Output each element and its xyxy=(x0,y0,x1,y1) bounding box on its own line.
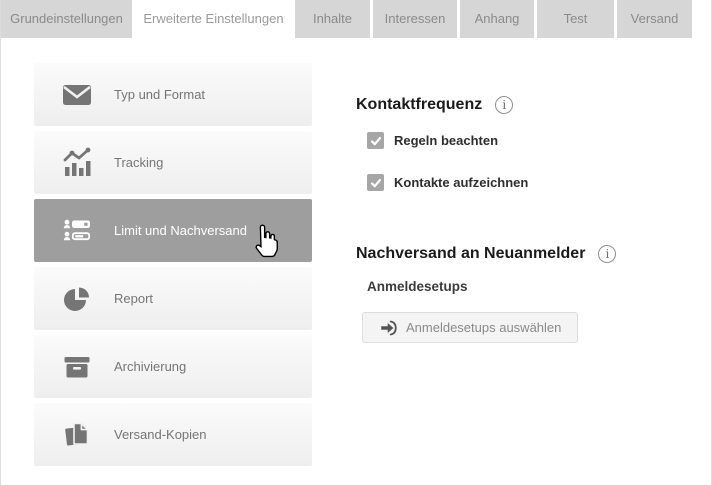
sidebar-item-report[interactable] xyxy=(34,267,312,330)
checkbox-checked[interactable] xyxy=(367,132,384,149)
checkbox-row-regeln-beachten xyxy=(367,132,498,149)
checkbox-checked[interactable] xyxy=(367,174,384,191)
sidebar-item-label: Typ und Format xyxy=(114,87,206,102)
archive-box-icon xyxy=(61,351,93,383)
user-limit-icon xyxy=(61,215,93,247)
copies-icon xyxy=(61,419,93,451)
sidebar-item-tracking[interactable] xyxy=(34,131,312,194)
tab-test[interactable]: Test xyxy=(537,0,614,38)
sidebar-item-label: Report xyxy=(114,291,154,306)
sidebar-item-archivierung[interactable] xyxy=(34,335,312,398)
sidebar-item-label: Versand-Kopien xyxy=(114,427,207,442)
tab-interessen[interactable]: Interessen xyxy=(373,0,457,38)
tab-anhang[interactable]: Anhang xyxy=(460,0,534,38)
section-kontaktfrequenz xyxy=(356,96,513,114)
info-icon[interactable]: i xyxy=(495,96,513,114)
tab-bar xyxy=(1,0,695,38)
checkbox-label: Regeln beachten xyxy=(394,133,499,148)
sidebar-item-label: Archivierung xyxy=(114,359,187,374)
checkbox-row-kontakte-aufzeichnen xyxy=(367,174,528,191)
checkbox-label: Kontakte aufzeichnen xyxy=(394,175,529,190)
pie-chart-icon xyxy=(61,283,93,315)
sidebar-item-label: Limit und Nachversand xyxy=(114,223,247,238)
tab-grundeinstellungen[interactable]: Grundeinstellungen xyxy=(1,0,132,38)
tab-erweiterte-einstellungen[interactable]: Erweiterte Einstellungen xyxy=(135,0,292,38)
sidebar-item-typ-und-format[interactable] xyxy=(34,63,312,126)
anmeldesetups-label: Anmeldesetups xyxy=(367,279,468,294)
button-label: Anmeldesetups auswählen xyxy=(406,320,562,335)
envelope-icon xyxy=(61,79,93,111)
sidebar-item-limit-und-nachversand[interactable] xyxy=(34,199,312,262)
tab-versand[interactable]: Versand xyxy=(617,0,692,38)
section-nachversand xyxy=(356,245,616,263)
settings-sidebar xyxy=(34,63,312,471)
sidebar-item-label: Tracking xyxy=(114,155,164,170)
anmeldesetups-auswaehlen-button[interactable] xyxy=(362,312,578,343)
sidebar-item-versand-kopien[interactable] xyxy=(34,403,312,466)
tab-inhalte[interactable]: Inhalte xyxy=(295,0,370,38)
section-title: Nachversand an Neuanmelder xyxy=(356,245,586,262)
section-title: Kontaktfrequenz xyxy=(356,96,483,113)
tracking-chart-icon xyxy=(61,147,93,179)
info-icon[interactable]: i xyxy=(598,245,616,263)
enter-arrow-icon xyxy=(379,319,397,337)
